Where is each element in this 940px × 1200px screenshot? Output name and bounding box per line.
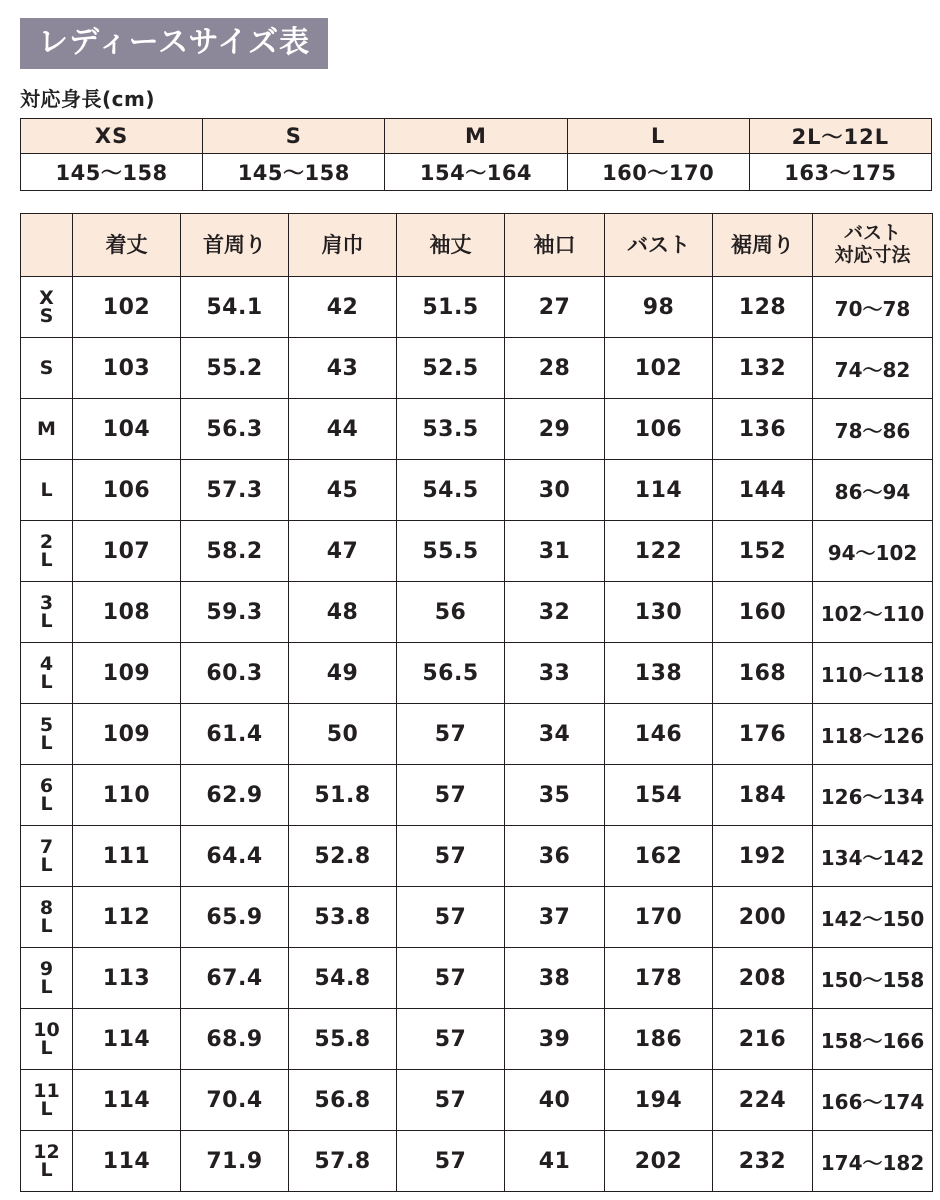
table-row [21,1070,933,1131]
measurement-cell: 224 [713,1070,813,1131]
measurement-cell: 108 [73,582,181,643]
measurement-cell: 52.5 [397,338,505,399]
height-size-header: 2L〜12L [749,119,931,154]
height-range-table [20,118,932,191]
row-size-label [21,948,73,1009]
row-size-label [21,826,73,887]
measurement-cell: 138 [605,643,713,704]
measurement-cell: 38 [505,948,605,1009]
bust-range-cell: 86〜94 [813,460,933,521]
row-size-label [21,1070,73,1131]
height-size-header: S [203,119,385,154]
bust-range-cell: 78〜86 [813,399,933,460]
table-row [21,521,933,582]
measurement-cell: 136 [713,399,813,460]
height-table-header-row [21,119,932,154]
measurement-cell: 114 [73,1070,181,1131]
column-header-bust: バスト [605,214,713,277]
column-header-length: 着丈 [73,214,181,277]
measurement-cell: 56.5 [397,643,505,704]
measurement-cell: 56.8 [289,1070,397,1131]
bust-range-cell: 134〜142 [813,826,933,887]
measurement-cell: 39 [505,1009,605,1070]
row-size-label [21,582,73,643]
measurement-cell: 67.4 [181,948,289,1009]
measurement-cell: 36 [505,826,605,887]
bust-range-cell: 94〜102 [813,521,933,582]
row-size-line: L [40,854,53,876]
measurement-cell: 54.5 [397,460,505,521]
bust-range-cell: 70〜78 [813,277,933,338]
table-row [21,399,933,460]
bust-range-cell: 174〜182 [813,1131,933,1192]
measurement-cell: 32 [505,582,605,643]
measurement-cell: 27 [505,277,605,338]
corner-header [21,214,73,277]
table-row [21,338,933,399]
measurement-cell: 176 [713,704,813,765]
measurement-cell: 56.3 [181,399,289,460]
table-row [21,1009,933,1070]
measurement-cell: 106 [73,460,181,521]
row-size-line: 11 [33,1079,60,1102]
measurement-cell: 52.8 [289,826,397,887]
column-header-cuff: 袖口 [505,214,605,277]
row-size-line: L [40,478,53,501]
measurement-cell: 57.8 [289,1131,397,1192]
table-row [21,826,933,887]
row-size-label [21,887,73,948]
height-range-cell: 160〜170 [567,154,749,191]
measurement-cell: 53.5 [397,399,505,460]
row-size-line: 2 [39,530,54,553]
measurement-cell: 61.4 [181,704,289,765]
column-header-bust-fit [813,214,933,277]
bust-range-cell: 118〜126 [813,704,933,765]
measurement-cell: 54.1 [181,277,289,338]
height-section-heading: 対応身長(cm) [20,87,155,111]
measurement-cell: 35 [505,765,605,826]
measurement-cell: 57 [397,826,505,887]
height-size-header: XS [21,119,203,154]
column-header-sleeve-length: 袖丈 [397,214,505,277]
height-range-cell: 145〜158 [21,154,203,191]
measurement-cell: 43 [289,338,397,399]
bust-range-cell: 126〜134 [813,765,933,826]
measurement-cell: 50 [289,704,397,765]
measurement-cell: 113 [73,948,181,1009]
bust-range-cell: 110〜118 [813,643,933,704]
measurement-cell: 146 [605,704,713,765]
height-table-row [21,154,932,191]
measurement-cell: 47 [289,521,397,582]
row-size-line: S [39,356,54,379]
row-size-line: L [40,915,53,937]
measurement-cell: 106 [605,399,713,460]
bust-range-cell: 158〜166 [813,1009,933,1070]
row-size-line: 9 [39,957,54,980]
measurement-cell: 186 [605,1009,713,1070]
measurement-header-row [21,214,933,277]
table-row [21,460,933,521]
measurement-cell: 56 [397,582,505,643]
measurement-cell: 110 [73,765,181,826]
height-range-cell: 145〜158 [203,154,385,191]
measurement-cell: 98 [605,277,713,338]
measurement-cell: 57 [397,765,505,826]
bust-range-cell: 74〜82 [813,338,933,399]
measurement-cell: 42 [289,277,397,338]
measurement-cell: 48 [289,582,397,643]
measurement-cell: 45 [289,460,397,521]
measurement-cell: 144 [713,460,813,521]
measurement-cell: 29 [505,399,605,460]
row-size-label [21,277,73,338]
row-size-line: M [37,417,56,440]
row-size-line: 8 [39,896,54,919]
measurement-cell: 102 [73,277,181,338]
row-size-label [21,643,73,704]
row-size-label [21,765,73,826]
row-size-line: L [40,1159,53,1181]
measurement-cell: 114 [73,1009,181,1070]
row-size-label [21,521,73,582]
measurement-cell: 132 [713,338,813,399]
row-size-line: L [40,793,53,815]
measurement-cell: 152 [713,521,813,582]
measurement-cell: 54.8 [289,948,397,1009]
measurement-cell: 102 [605,338,713,399]
measurement-cell: 200 [713,887,813,948]
measurement-cell: 37 [505,887,605,948]
measurement-cell: 64.4 [181,826,289,887]
row-size-line: L [40,976,53,998]
height-size-header: M [385,119,567,154]
measurement-cell: 111 [73,826,181,887]
measurement-cell: 184 [713,765,813,826]
measurement-cell: 178 [605,948,713,1009]
measurement-cell: 55.5 [397,521,505,582]
measurement-section [20,213,926,1192]
row-size-line: 7 [39,835,54,858]
measurement-table-body [21,277,933,1192]
row-size-line: L [40,610,53,632]
measurement-cell: 55.2 [181,338,289,399]
measurement-cell: 154 [605,765,713,826]
measurement-cell: 58.2 [181,521,289,582]
measurement-cell: 112 [73,887,181,948]
height-size-header: L [567,119,749,154]
measurement-cell: 57 [397,1009,505,1070]
measurement-cell: 103 [73,338,181,399]
page-title: レディースサイズ表 [20,18,328,69]
measurement-cell: 49 [289,643,397,704]
row-size-label [21,704,73,765]
row-size-label [21,399,73,460]
bust-range-cell: 150〜158 [813,948,933,1009]
row-size-label [21,460,73,521]
row-size-label [21,1131,73,1192]
measurement-cell: 62.9 [181,765,289,826]
measurement-cell: 57 [397,704,505,765]
row-size-line: L [40,671,53,693]
measurement-cell: 34 [505,704,605,765]
column-header-hem: 裾周り [713,214,813,277]
measurement-cell: 70.4 [181,1070,289,1131]
measurement-cell: 170 [605,887,713,948]
measurement-cell: 57 [397,1131,505,1192]
measurement-cell: 31 [505,521,605,582]
row-size-line: L [40,1098,53,1120]
measurement-cell: 71.9 [181,1131,289,1192]
measurement-cell: 65.9 [181,887,289,948]
row-size-line: 12 [33,1140,60,1163]
table-row [21,277,933,338]
measurement-cell: 128 [713,277,813,338]
measurement-cell: 57 [397,948,505,1009]
measurement-cell: 51.5 [397,277,505,338]
height-range-cell: 163〜175 [749,154,931,191]
table-row [21,765,933,826]
measurement-cell: 57.3 [181,460,289,521]
row-size-line: L [40,549,53,571]
measurement-cell: 57 [397,1070,505,1131]
table-row [21,643,933,704]
measurement-cell: 130 [605,582,713,643]
row-size-line: 5 [39,713,54,736]
measurement-cell: 28 [505,338,605,399]
table-row [21,704,933,765]
measurement-cell: 30 [505,460,605,521]
measurement-cell: 41 [505,1131,605,1192]
row-size-label [21,338,73,399]
measurement-cell: 104 [73,399,181,460]
measurement-cell: 44 [289,399,397,460]
measurement-cell: 57 [397,887,505,948]
measurement-cell: 160 [713,582,813,643]
measurement-cell: 107 [73,521,181,582]
measurement-cell: 216 [713,1009,813,1070]
table-row [21,887,933,948]
measurement-cell: 232 [713,1131,813,1192]
table-row [21,582,933,643]
bust-fit-line2: 対応寸法 [834,244,911,266]
measurement-cell: 59.3 [181,582,289,643]
measurement-cell: 194 [605,1070,713,1131]
table-row [21,1131,933,1192]
measurement-cell: 33 [505,643,605,704]
measurement-cell: 122 [605,521,713,582]
measurement-cell: 114 [605,460,713,521]
measurement-cell: 109 [73,643,181,704]
measurement-cell: 51.8 [289,765,397,826]
measurement-cell: 40 [505,1070,605,1131]
measurement-cell: 109 [73,704,181,765]
measurement-cell: 68.9 [181,1009,289,1070]
bust-range-cell: 166〜174 [813,1070,933,1131]
measurement-cell: 168 [713,643,813,704]
measurement-cell: 208 [713,948,813,1009]
column-header-neck: 首周り [181,214,289,277]
measurement-cell: 202 [605,1131,713,1192]
measurement-cell: 53.8 [289,887,397,948]
row-size-line: 3 [39,591,54,614]
row-size-line: 10 [33,1018,60,1041]
column-header-shoulder: 肩巾 [289,214,397,277]
measurement-cell: 55.8 [289,1009,397,1070]
measurement-cell: 192 [713,826,813,887]
bust-range-cell: 102〜110 [813,582,933,643]
row-size-line: 4 [39,652,54,675]
measurement-table [20,213,933,1192]
row-size-line: 6 [39,774,54,797]
measurement-cell: 162 [605,826,713,887]
row-size-line: L [40,1037,53,1059]
row-size-line: L [40,732,53,754]
row-size-line: X [39,286,54,309]
table-row [21,948,933,1009]
row-size-line: S [39,305,54,327]
height-range-cell: 154〜164 [385,154,567,191]
measurement-cell: 114 [73,1131,181,1192]
bust-range-cell: 142〜150 [813,887,933,948]
bust-fit-line1: バスト [843,222,901,245]
row-size-label [21,1009,73,1070]
measurement-cell: 60.3 [181,643,289,704]
